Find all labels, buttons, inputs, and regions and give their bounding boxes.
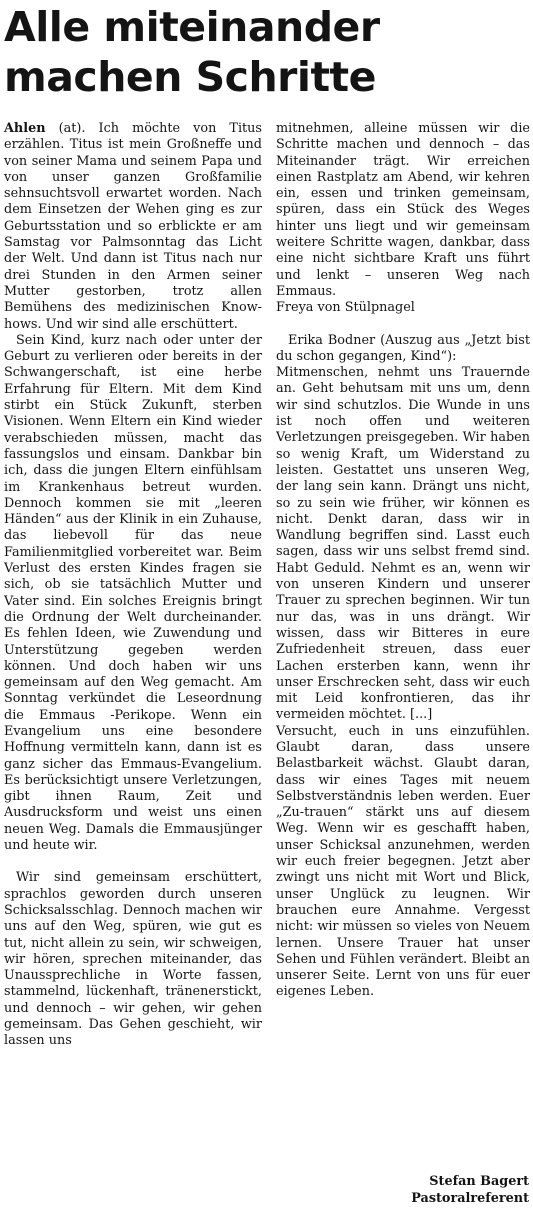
article-column-right [276,121,530,1001]
poem-intro: Erika Bodner (Auszug aus „Jetzt bist du schon gegangen, Kind“): [276,332,530,364]
author-byline [411,1173,529,1207]
quote-signature: Freya von Stülpnagel [276,300,415,316]
article-paragraph: Wir sind gemeinsam erschüttert, sprachlos geworden durch unseren Schicksalsschlag. Dennoch machen wir uns auf den Weg, spüren, wie gut es tut, nicht allein zu sein, wir schweigen, wir hören, sprechen miteinander, das Unaussprechliche in Worte fassen, stammelnd, lückenhaft, tränenerstickt, und dennoch – wir gehen, wir gehen gemeinsam. Das Gehen geschieht, wir lassen uns [4,870,262,1049]
article-paragraph: mitnehmen, alleine müssen wir die Schritte machen und dennoch – das Miteinander trägt. Wir erreichen einen Rastplatz am Abend, wir kehren ein, essen und trinken gemeinsam, spüren, dass ein Stück des Weges hinter uns liegt und wir gemeinsam weitere Schritte wagen, dankbar, dass eine nicht sichtbare Kraft uns führt und lenkt – unseren Weg nach Emmaus. [276,121,530,299]
article-column-left [4,121,262,1050]
article-paragraph: Sein Kind, kurz nach oder unter der Geburt zu verlieren oder bereits in der Schwangerschaft, ist eine herbe Erfahrung für Eltern. Mit dem Kind stirbt ein Stück Zukunft, sterben Visionen. Wenn Eltern ein Kind wieder verabschieden müssen, macht das fassungslos und einsam. Dankbar bin ich, dass die jungen Eltern einfühlsam im Krankenhaus betreut wurden. Dennoch kommen sie mit „leeren Händen“ aus der Klinik in ein Zuhause, das liebevoll für das neue Familienmitglied vorbereitet war. Beim Verlust des ersten Kindes fragen sie sich, ob sie tatsächlich Mutter und Vater sind. Ein solches Ereignis bringt die Ordnung der Welt durcheinander. Es fehlen Ideen, wie Zuwendung und Unterstützung gegeben werden können. Und doch haben wir uns gemeinsam auf den Weg gemacht. Am Sonntag verkündet die Leseordnung die Emmaus -Perikope. Wenn ein Evangelium uns eine besondere Hoffnung vermitteln kann, dann ist es ganz sicher das Emmaus-Evangelium. Es berücksichtigt unsere Verletzungen, gibt ihnen Raum, Zeit und Ausdrucksform und weist uns einen neuen Weg. Damals die Emmausjünger und heute wir. [4,332,262,854]
article-headline: Alle miteinander machen Schritte [4,3,380,101]
article-paragraph [4,121,262,333]
poem-text: Mitmenschen, nehmt uns Trauernde an. Geht behutsam mit uns um, denn wir sind schutzlos. Die Wunde in uns ist noch offen und weiteren Verletzungen preisgegeben. Wir haben so wenig Kraft, um Widerstand zu leisten. Gestattet uns unseren Weg, der lang sein kann. Drängt uns nicht, so zu sein wie früher, wir können es nicht. Denkt daran, dass wir in Wandlung begriffen sind. Lasst euch sagen, dass wir uns selbst fremd sind. Habt Geduld. Nehmt es an, wenn wir von unseren Kindern und unserer Trauer zu sprechen beginnen. Wir tun nur das, was in uns drängt. Wir wissen, dass wir Bitteres in eure Zufriedenheit streuen, dass euer Lachen ersterben kann, wenn ihr unser Erschrecken seht, dass wir euch mit Leid konfrontieren, das ihr vermeiden möchtet. [...] [276,365,530,723]
poem-text: Versucht, euch in uns einzufühlen. Glaubt daran, dass unsere Belastbarkeit wächst. Glaubt daran, dass wir eines Tages mit neuem Selbstverständnis leben werden. Euer „Zu-trauen“ stärkt uns auf diesem Weg. Wenn wir es geschafft haben, unser Schicksal anzunehmen, werden wir euch freier begegnen. Jetzt aber zwingt uns nicht mit Wort und Blick, unser Unglück zu leugnen. Wir brauchen eure Annahme. Vergesst nicht: wir müssen so vieles von Neuem lernen. Unsere Trauer hat unser Sehen und Fühlen verändert. Bleibt an unserer Seite. Lernt von uns für euer eigenes Leben. [276,723,530,1000]
article-agency: (at). [45,121,99,136]
author-name: Stefan Bagert [429,1174,529,1189]
article-dateline: Ahlen [4,121,46,136]
article-paragraph-text: Ich möchte von Titus erzählen. Titus ist mein Großneffe und von seiner Mama und seinem Papa und von unser ganzen Großfamilie sehnsuchtsvoll erwartet worden. Nach dem Einsetzen der Wehen ging es zur Geburtsstation und so erblickte er am Samstag vor Palmsonntag das Licht der Welt. Und dann ist Titus nach nur drei Stunden in den Armen seiner Mutter gestorben, trotz allen Bemühens des medizinischen Know-hows. Und wir sind alle erschüttert. [4,121,262,332]
author-role: Pastoralreferent [411,1191,529,1206]
paragraph-spacer [4,854,262,870]
paragraph-spacer [276,317,530,333]
